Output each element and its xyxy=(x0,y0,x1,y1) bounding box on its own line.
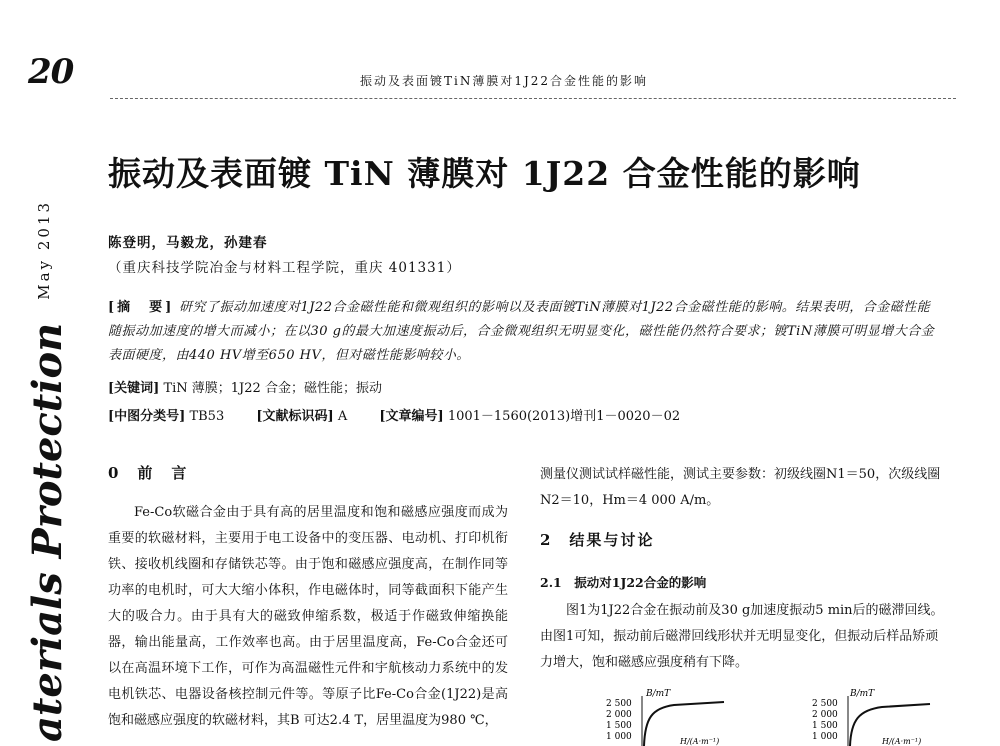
doc-code-label: [文献标识码] xyxy=(256,409,334,424)
figure-y-unit: B/mT xyxy=(646,689,671,699)
keywords-label: [关键词] xyxy=(108,381,160,396)
figure-y-tick: 2 000 xyxy=(812,710,838,720)
figure-y-tick: 2 000 xyxy=(606,710,632,720)
class-label: [中图分类号] xyxy=(108,409,186,424)
figure-y-tick: 2 500 xyxy=(812,699,838,709)
figure-y-tick: 1 500 xyxy=(812,721,838,731)
spine-date: May 2013 xyxy=(35,199,53,300)
running-title: 振动及表面镀TiN薄膜对1J22合金性能的影响 xyxy=(360,74,649,88)
article-number-value: 1001－1560(2013)增刊1－0020－02 xyxy=(447,409,681,424)
figure-1b-hysteresis xyxy=(810,688,990,746)
abstract xyxy=(108,296,943,368)
figure-1a-hysteresis xyxy=(604,688,784,746)
figure-y-tick: 2 500 xyxy=(606,699,632,709)
authors: 陈登明，马毅龙，孙建春 xyxy=(108,235,268,251)
section-heading-2: 2 结果与讨论 xyxy=(540,531,655,549)
section-heading-0: 0 前 言 xyxy=(108,464,189,482)
page-number: 20 xyxy=(28,52,74,92)
keywords-text: TiN 薄膜；1J22 合金；磁性能；振动 xyxy=(163,381,382,396)
subsection-heading-2-1: 2.1 振动对1J22合金的影响 xyxy=(540,575,707,590)
section-2-1-paragraph: 图1为1J22合金在振动前及30 g加速度振动5 min后的磁滞回线。由图1可知，振动前后磁滞回线形状并无明显变化，但振动后样品矫顽力增大，饱和磁感应强度稍有下降。 xyxy=(540,603,944,670)
method-paragraph: 测量仪测试试样磁性能，测试主要参数：初级线圈N1＝50，次级线圈N2＝10，Hm＝4 000 A/m。 xyxy=(540,467,941,508)
figure-y-tick: 1 500 xyxy=(606,721,632,731)
article-title: 振动及表面镀 TiN 薄膜对 1J22 合金性能的影响 xyxy=(108,154,861,193)
journal-spine xyxy=(24,200,71,742)
figure-x-unit: H/(A·m⁻¹) xyxy=(882,737,922,746)
spine-journal-name: aterials Protection xyxy=(24,322,71,742)
abstract-text: 研究了振动加速度对1J22合金磁性能和微观组织的影响以及表面镀TiN薄膜对1J22合金磁性能的影响。结果表明，合金磁性能随振动加速度的增大而减小；在以30 g的最大加速度振动后，合金微观组织无明显变化，磁性能仍然符合要求；镀TiN薄膜可明显增大合金表面硬度，由440 HV增至650 HV，但对磁性能影响较小。 xyxy=(108,300,935,363)
figure-y-tick: 1 000 xyxy=(812,732,838,742)
class-value: TB53 xyxy=(189,409,225,424)
section-0-paragraph: Fe-Co软磁合金由于具有高的居里温度和饱和磁感应强度而成为重要的软磁材料，主要用于电工设备中的变压器、电动机、打印机衔铁、接收机线圈和存储铁芯等。由于饱和磁感应强度高，在制作同等功率的电机时，可大大缩小体积，作电磁体时，同等截面积下能产生大的吸合力。由于具有大的磁致伸缩系数，极适于作磁致伸缩换能器，输出能量高，工作效率也高。由于居里温度高，Fe-Co合金还可以在高温环境下工作，可作为高温磁性元件和宇航核动力系统中的发电机铁芯、电器设备核控制元件等。等原子比Fe-Co合金(1J22)是高饱和磁感应强度的软磁材料，其B 可达2.4 T，居里温度为980 ℃， xyxy=(108,505,508,728)
figure-y-unit: B/mT xyxy=(850,689,875,699)
keywords xyxy=(108,377,382,396)
figure-y-tick: 1 000 xyxy=(606,732,632,742)
article-number-label: [文章编号] xyxy=(379,409,444,424)
abstract-label: [摘 要] xyxy=(108,300,175,315)
figure-x-unit: H/(A·m⁻¹) xyxy=(680,737,720,746)
header-divider xyxy=(110,98,956,99)
affiliation: （重庆科技学院冶金与材料工程学院，重庆 401331） xyxy=(108,260,461,276)
classification-line xyxy=(108,405,680,424)
doc-code-value: A xyxy=(337,409,348,424)
